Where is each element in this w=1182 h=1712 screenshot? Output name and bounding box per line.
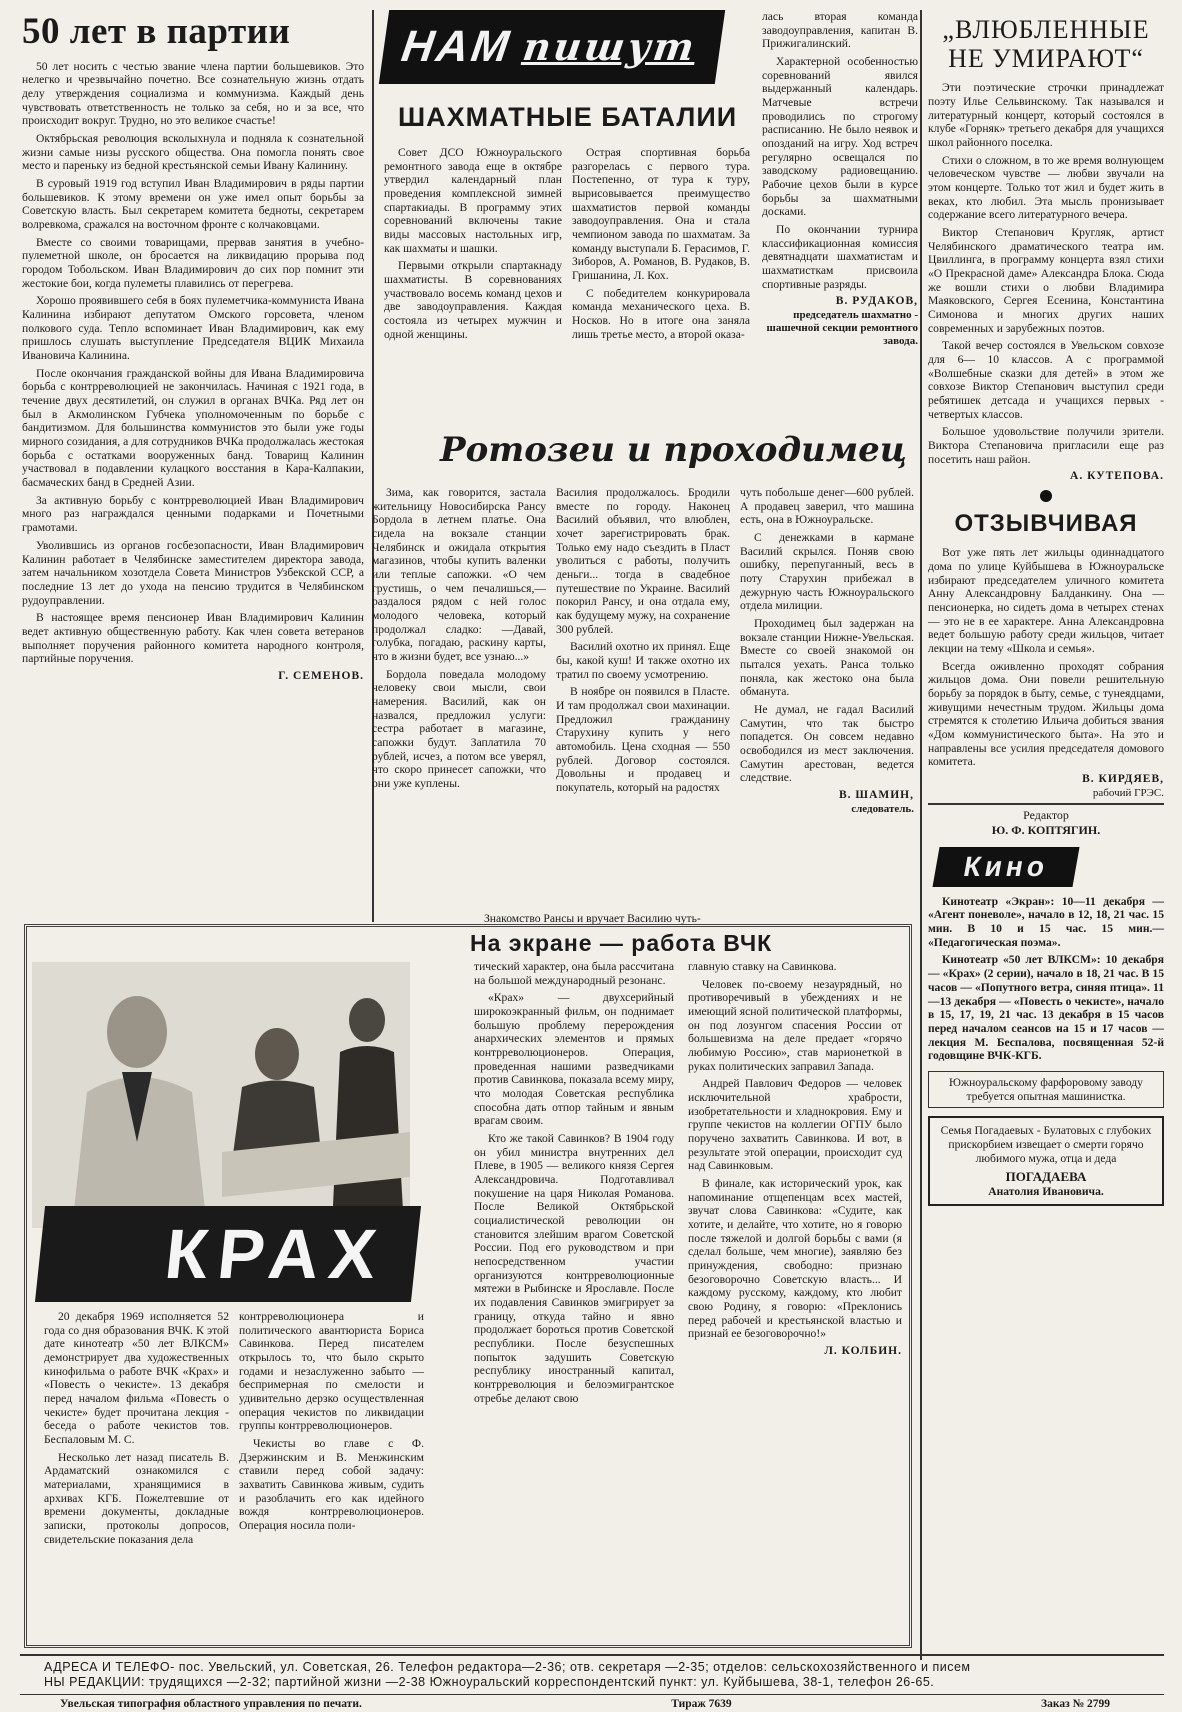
text-column: [384, 146, 562, 345]
paragraph: В финале, как исторический урок, как напоминание отщепенцам всех мастей, звучат слова Савинкова: «Судите, как хотите, и делайте, что хотите, но я говорю после тяжелой и долгой борьбы с вами (я сделал больше, чем многие), заявляю без принуждения, свободно: признаю безоговорочно Советскую власть... И каждому русскому, каждому, кто любит свою Родину, я говорю: «Преклонись перед рабочей и крестьянской властью и признай ее безоговорочно!»: [688, 1177, 902, 1341]
imprint: [60, 1698, 1110, 1712]
paragraph: Такой вечер состоялся в Увельском совхозе для 6— 10 классов. А с программой «Волшебные сказки для детей» в этом же совхозе Виктор Степанович выступил среди ребятишек детсада и учащихся первых - четвертых классов.: [928, 339, 1164, 421]
paragraph: Первыми открыли спартакнаду шахматисты. В соревнованиях участвовало восемь команд цехов и две заводоуправления. Каждая состояла из четырех мужчин и одной женщины.: [384, 259, 562, 341]
vchk-left-columns: [44, 1310, 424, 1550]
paragraph: «Крах» — двухсерийный широкоэкранный фильм, он поднимает большую проблему перерождения анархических элементов и прямых контрреволюционеров. Операция, проведенная нашими разведчиками против Савинкова, показала всему миру, что молодая Советская республика способна дать отпор тайным и явным врагам своим.: [474, 991, 675, 1128]
continued-line: Знакомство Рансы и вручает Василию чуть-: [484, 912, 701, 925]
paragraph: Хорошо проявившего себя в боях пулеметчика-коммуниста Ивана Калинина избирают депутатом Омского горсовета, членом полкового суда. Тепло вспоминает Иван Владимирович, как ему пришлось слушать выступление Председателя ВЦИК Михаила Ивановича Калинина.: [22, 294, 364, 363]
footer-divider: [20, 1654, 1164, 1656]
paragraph: контрреволюционера и политического авантюриста Бориса Савинкова. Перед писателем открылось то, что было скрыто годами и незаслуженно забыто — беспримерная по смелости и удивительно дерзко осуществленная операция чекистов по ликвидации группы контрреволюционеров.: [239, 1310, 424, 1433]
paragraph: Уволившись из органов госбезопасности, Иван Владимирович Калинин работает в Челябинске заместителем директора завода, затем начальником хозотдела Совета Министров Узбекской ССР, а последние 13 лет до ухода на пенсию трудится в Челябинском рудоуправлении.: [22, 538, 364, 607]
article-title: 50 лет в партии: [22, 11, 291, 52]
printer: Увельская типография областного управления по печати.: [60, 1698, 362, 1710]
editorial-address: [44, 1660, 1144, 1690]
order-number: Заказ № 2799: [1041, 1698, 1110, 1710]
text-column: [556, 486, 730, 816]
text-column: [688, 960, 902, 1359]
paragraph: Не думал, не гадал Василий Самутин, что так быстро попадется. Он совсем недавно освободился из мест заключения. Самутин арестован, ведется следствие.: [740, 703, 914, 785]
article-title: „ВЛЮБЛЕННЫЕ НЕ УМИРАЮТ“: [942, 15, 1150, 73]
paragraph: Вместе со своими товарищами, прервав занятия в учебно-пулеметной школе, он бросается на ликвидацию прорыва под городом Тобольском. Иван Владимирович до сих пор помнит эти жестокие бои, когда пулеметы плавились от перегрева.: [22, 235, 364, 290]
address-line: НЫ РЕДАКЦИИ: трудящихся —2-32; партийной жизни —2-38 Южноуральский корреспондентский пункт: ул. Куйбышева, 38-1, телефон 26-65.: [44, 1674, 935, 1689]
article-50-years: [22, 10, 364, 683]
editor-name: Ю. Ф. КОПТЯГИН.: [991, 822, 1101, 837]
paragraph: За активную борьбу с контрреволюцией Иван Владимирович много раз награждался ценными подарками и Почетными грамотами.: [22, 493, 364, 535]
signature-role: рабочий ГРЭС.: [1092, 786, 1164, 799]
obituary-text: Семья Погадаевых - Булатовых с глубоких прискорбием извещает о смерти горячо любимого мужа, отца и деда: [940, 1124, 1152, 1165]
article-rotozei: [372, 486, 914, 816]
paragraph: Большое удовольствие получили зрители. Виктора Степановича пригласили еще раз посетить наш район.: [928, 425, 1164, 466]
signature: В. ШАМИН,: [839, 789, 914, 802]
text-column: [44, 1310, 229, 1550]
paragraph: главную ставку на Савинкова.: [688, 960, 837, 973]
paragraph: Кто же такой Савинков? В 1904 году он убил министра внутренних дел Плеве, в 1905 — великого князя Сергея Александровича. Подготавливал покушение на царя Николая Романова. После Великой Октябрьской социалистической революции он становится злейшим врагом Советской России. Под его руководством и при непосредственном участии организуются контрреволюционные мятежи в Рыбинске и Ярославле. После их подавления Савинков эмигрирует за границу, откуда тайно и явно продолжает бороться против Советской республики. После безуспешных попыток задушить Советскую республику иностранный капитал, контрреволюция и белоэмигрантское отребье делают свою: [474, 1132, 674, 1405]
film-still-illustration: [32, 962, 410, 1228]
paragraph: 50 лет носить с честью звание члена партии большевиков. Это нелегко и чрезвычайно почетно. Все сознательную жизнь отдать делу утверждения социализма и коммунизма. Каждый день чувствовать ответственность не только за себя, но и за все, что происходит вокруг. Трудно, но это великое счастье!: [22, 59, 364, 128]
paragraph: 20 декабря 1969 исполняется 52 года со дня образования ВЧК. К этой дате кинотеатр «50 лет ВЛКСМ» демонстрирует два художественных кинофильма о работе ВЧК «Крах» и «Повесть о чекисте». 13 декабря перед началом фильма «Повесть о чекисте» будет прочитана лекция - беседа о работе чекистов тов. Беспаловым М. С.: [44, 1310, 229, 1447]
paragraph: Василия продолжалось. Бродили вместе по городу. Наконец Василий объявил, что влюблен, хочет зарегистрировать брак. Только ему надо съездить в Пласт уволиться с работы, получить деньги... тогда в свадебное путешествие по Украине. Василий покорил Рансу, и она отдала ему, как будущему мужу, на сохранение 300 рублей.: [556, 486, 730, 636]
film-still-image: [32, 962, 410, 1228]
krah-title-banner: КРАХ: [35, 1206, 421, 1302]
paragraph: Эти поэтические строчки принадлежат поэту Илье Сельвинскому. Так назывался и литературный концерт, который состоялся в клубе «Горняк» третьего декабря для учащихся школ районного поселка.: [928, 81, 1164, 149]
obituary: [928, 1116, 1164, 1206]
editor-label: Редактор: [1023, 808, 1069, 823]
bullet-divider-icon: [1040, 490, 1052, 502]
text-column: [239, 1310, 424, 1550]
paragraph: Стихи о сложном, в то же время волнующем человеческом чувстве — любви звучали на этом концерте. Только тот жил и будет жить в веках, кто любил. Эта мысль пронизывает содержание всего литературного вечера.: [928, 153, 1164, 222]
circulation: Тираж 7639: [671, 1698, 732, 1710]
article-chess: [384, 10, 918, 430]
paragraph: Василий охотно их принял. Еще бы, какой куш! И также охотно их тратил по своему усмотрению.: [556, 640, 730, 681]
logo-main-text: НАМ: [398, 22, 515, 72]
cinema-listing: Кинотеатр «50 лет ВЛКСМ»: 10 декабря — «Крах» (2 серии), начало в 18, 21 час. В 15 часов — «Попутного ветра, синяя птица». 11—13 декабря — «Повесть о чекисте», начало в 15, 17, 19, 21 час. 13 декабря в 15 часов перед началом сеансов на 15 и 17 часов — лекция М. Беспалова, посвященная 52-й годовщине ВЧК-КГБ.: [928, 953, 1164, 1063]
paragraph: тический характер, она была рассчитана на большой международный резонанс.: [474, 960, 674, 987]
cinema-listing: Кинотеатр «Экран»: 10—11 декабря — «Агент поневоле», начало в 12, 18, 21 час. 15 мин. В 10 и 15 час. 15 мин.— «Педагогическая поэма».: [928, 894, 1164, 949]
paragraph: По окончании турнира классификационная комиссия девятнадцати шахматистам и шахматисткам присвоила спортивные разряды.: [762, 223, 918, 291]
article-title: На экране — работа ВЧК: [470, 930, 773, 956]
paragraph: В настоящее время пенсионер Иван Владимирович Калинин ведет активную общественную работу. Как член совета ветеранов выполняет поручения районного комитета народного контроля, партийные поручения.: [22, 611, 364, 666]
signature: Л. КОЛБИН.: [824, 1345, 902, 1358]
signature: В. КИРДЯЕВ,: [1082, 772, 1164, 785]
paragraph: Октябрьская революция всколыхнула и подняла к сознательной жизни самые низы русского общества. Она помогла понять свое место и пареньку из бедной крестьянской семьи Ивану Калинину.: [22, 132, 364, 173]
right-column: [928, 16, 1164, 1206]
paragraph: В суровый 1919 год вступил Иван Владимирович в ряды партии большевиков. К этому времени он уже имел опыт борьбы за Советскую власть. Был секретарем комитета бедноты, секретарем волревкома, сражался на восточном фронте с колчаковцами.: [22, 177, 364, 232]
paragraph: Зима, как говорится, застала жительницу Новосибирска Рансу Бордола в летнем платье. Она сидела на вокзале станции Челябинск и ожидала открытия магазинов, чтобы купить валенки или теплые сапожки. «О чем грустишь, о чем печалишься,— раздалося рядом с ней голос молодого человека, который продолжал сладко: —Давай, голубка, погадаю, раскину карты, что в жизни будет, все узнаю...»: [372, 486, 546, 664]
article-title: Ротозеи и проходимец: [440, 430, 908, 470]
paragraph: Несколько лет назад писатель В. Ардаматский ознакомился с материалами, хранящимися в архивах КГБ. Пожелтевшие от времени документы, докладные записки, протоколы допросов, свидетельские показания дела: [44, 1450, 229, 1546]
signature: А. КУТЕПОВА.: [1070, 470, 1164, 483]
text-column: [740, 486, 914, 816]
paragraph: Виктор Степанович Кругляк, артист Челябинского драматического театра им. Цвиллинга, в программу концерта взял стихи «О Прекрасной даме» Александра Блока. Сюда же вошли стихи о любви Владимира Маяковского, Сергея Есенина, Константина Симонова и многих других наших современных и зарубежных поэтов.: [928, 225, 1164, 335]
obituary-name: ПОГАДАЕВА: [1005, 1169, 1087, 1185]
obituary-patronymic: Анатолия Ивановича.: [988, 1184, 1104, 1198]
paragraph: С победителем конкурировала команда механического цеха. В. Носков. Но в итоге она заняла лишь третье место, а второй оказа-: [572, 286, 750, 341]
paragraph: После окончания гражданской войны для Ивана Владимировича борьба с контрреволюцией не закончилась. Начиная с 1921 года, в течение двух десятилетий, он служил в органах ВЧКа. Ряд лет он был в Акмолинском Губчека уполномоченным по борьбе с бандитизмом. Для большинства коммунистов это были уже годы мирного созидания, а для сотрудников ВЧКа продолжалась жестокая борьба с остатками вооруженных банд. Товарищ Калинин участвовал в подавлении кулацкого восстания в Кара-Калпакии, басмаческих банд в Средней Азии.: [22, 366, 364, 490]
paragraph: С денежками в кармане Василий скрылся. Поняв свою ошибку, перепуганный, весь в поту Старухин прибежал в дежурную часть Южноуральского отдела милиции.: [740, 531, 914, 613]
paragraph: лась вторая команда заводоуправления, капитан В. Прижигалинский.: [762, 10, 918, 51]
column-divider: [920, 10, 922, 1660]
nam-pishut-logo: [379, 10, 725, 84]
editor-credit: [928, 803, 1164, 836]
paragraph: Человек по-своему незаурядный, но противоречивый в убеждениях и не имеющий ясной политической платформы, он под лозунгом спасения России от большевизма на деле предает «горячо любимую Россию», став марионеткой в руках политических заправил Запада.: [688, 977, 902, 1073]
kino-logo: Кино: [932, 847, 1079, 887]
paragraph: Андрей Павлович Федоров — человек исключительной храбрости, изобретательности и хладнокровия. Ему и группе чекистов на коллегии ОГПУ было поручено захватить Савинкова. И вот, в результате этой операции, происходит суд над Савинковым.: [688, 1077, 902, 1173]
paragraph: Проходимец был задержан на вокзале станции Нижне-Увельская. Вместе со своей знакомой он пытался уехать. Ранса только поняла, как жестоко она была обманута.: [740, 617, 914, 699]
text-column: [572, 146, 750, 345]
text-column: [474, 960, 674, 1410]
signature-role: следователь.: [851, 802, 914, 815]
text-column: [372, 486, 546, 816]
text-column: [762, 10, 918, 348]
paragraph: В ноябре он появился в Пласте. И там продолжал свои махинации. Предложил гражданину Старухину купить у него автомобиль. Цена сходная — 550 рублей. Договор состоялся. Довольны и продавец и покупатель, который на радостях: [556, 685, 730, 795]
article-title: ШАХМАТНЫЕ БАТАЛИИ: [398, 102, 738, 132]
paragraph: Вот уже пять лет жильцы одиннадцатого дома по улице Куйбышева в Южноуральске избирают председателем уличного комитета Анну Александровну Балданкину. Она — пенсионерка, но сидеть дома в четырех стенах — это не в ее характере. Анна Александровна ведет большую работу среди жильцов, читает лекции на тему «Школа и семья».: [928, 546, 1164, 655]
job-advertisement: Южноуральскому фарфоровому заводу требуется опытная машинистка.: [928, 1071, 1164, 1108]
paragraph: Острая спортивная борьба разгорелась с первого тура. Постепенно, от тура к туру, вырисовывается преимущество шахматистов первой команды заводоуправления. Она и стала чемпионом завода по шахматам. За команду выступали Б. Герасимов, Г. Зиборов, А. Романов, В. Рудаков, В. Гришанина, Л. Кох.: [572, 146, 750, 283]
address-line: АДРЕСА И ТЕЛЕФО- пос. Увельский, ул. Советская, 26. Телефон редактора—2-36; отв. секретаря —2-35; отделов: сельскохозяйственного и писем: [44, 1660, 971, 1674]
chess-columns: [384, 146, 750, 345]
logo-script-text: пишут: [520, 23, 700, 69]
signature-role: председатель шахматно - шашечной секции ремонтного завода.: [766, 309, 918, 347]
paragraph: Чекисты во главе с Ф. Дзержинским и В. Менжинским ставили перед собой задачу: захватить Савинкова живым, судить и разоблачить его как идейного вождя контрреволюционеров. Операция носила поли-: [239, 1437, 424, 1533]
paragraph: Характерной особенностью соревнований явился выдержанный календарь. Матчевые встречи проводились по строгому расписанию. Не было неявок и опозданий на игру. Ход встреч регулярно освещался по заводскому радиовещанию. Рабочие цехов были в курсе борьбы за шахматными досками.: [762, 55, 918, 219]
paragraph: чуть побольше денег—600 рублей. А продавец заверил, что машина есть, она в Южноуральске.: [740, 486, 914, 527]
signature: В. РУДАКОВ,: [835, 295, 918, 308]
paragraph: Бордола поведала молодому человеку свои мысли, свои намерения. Василий, как он назвался, предложил услуги: сестра работает в магазине, сапожки будут. Заплатила 70 рублей, исчез, а потом все уверял, что скоро принесет сапожки, что они уже куплены.: [372, 667, 546, 791]
article-title: ОТЗЫВЧИВАЯ: [954, 509, 1138, 537]
paragraph: Всегда оживленно проходят собрания жильцов дома. Они повели решительную борьбу за порядок в быту, семье, с тунеядцами, живущими нечестным трудом. Жильцы дома стремятся к столетию Ильича добиться звания «Дом коммунистического быта». На это и направлены все усилия председателя домового комитета.: [928, 659, 1164, 769]
footer-divider: [20, 1694, 1164, 1695]
paragraph: Совет ДСО Южноуральского ремонтного завода еще в октябре утвердил календарный план проведения комплексной зимней спартакиады. В программу этих соревнований включены такие виды массовых настольных игр, как шахматы и шашки.: [384, 146, 562, 255]
signature: Г. СЕМЕНОВ.: [278, 669, 364, 682]
